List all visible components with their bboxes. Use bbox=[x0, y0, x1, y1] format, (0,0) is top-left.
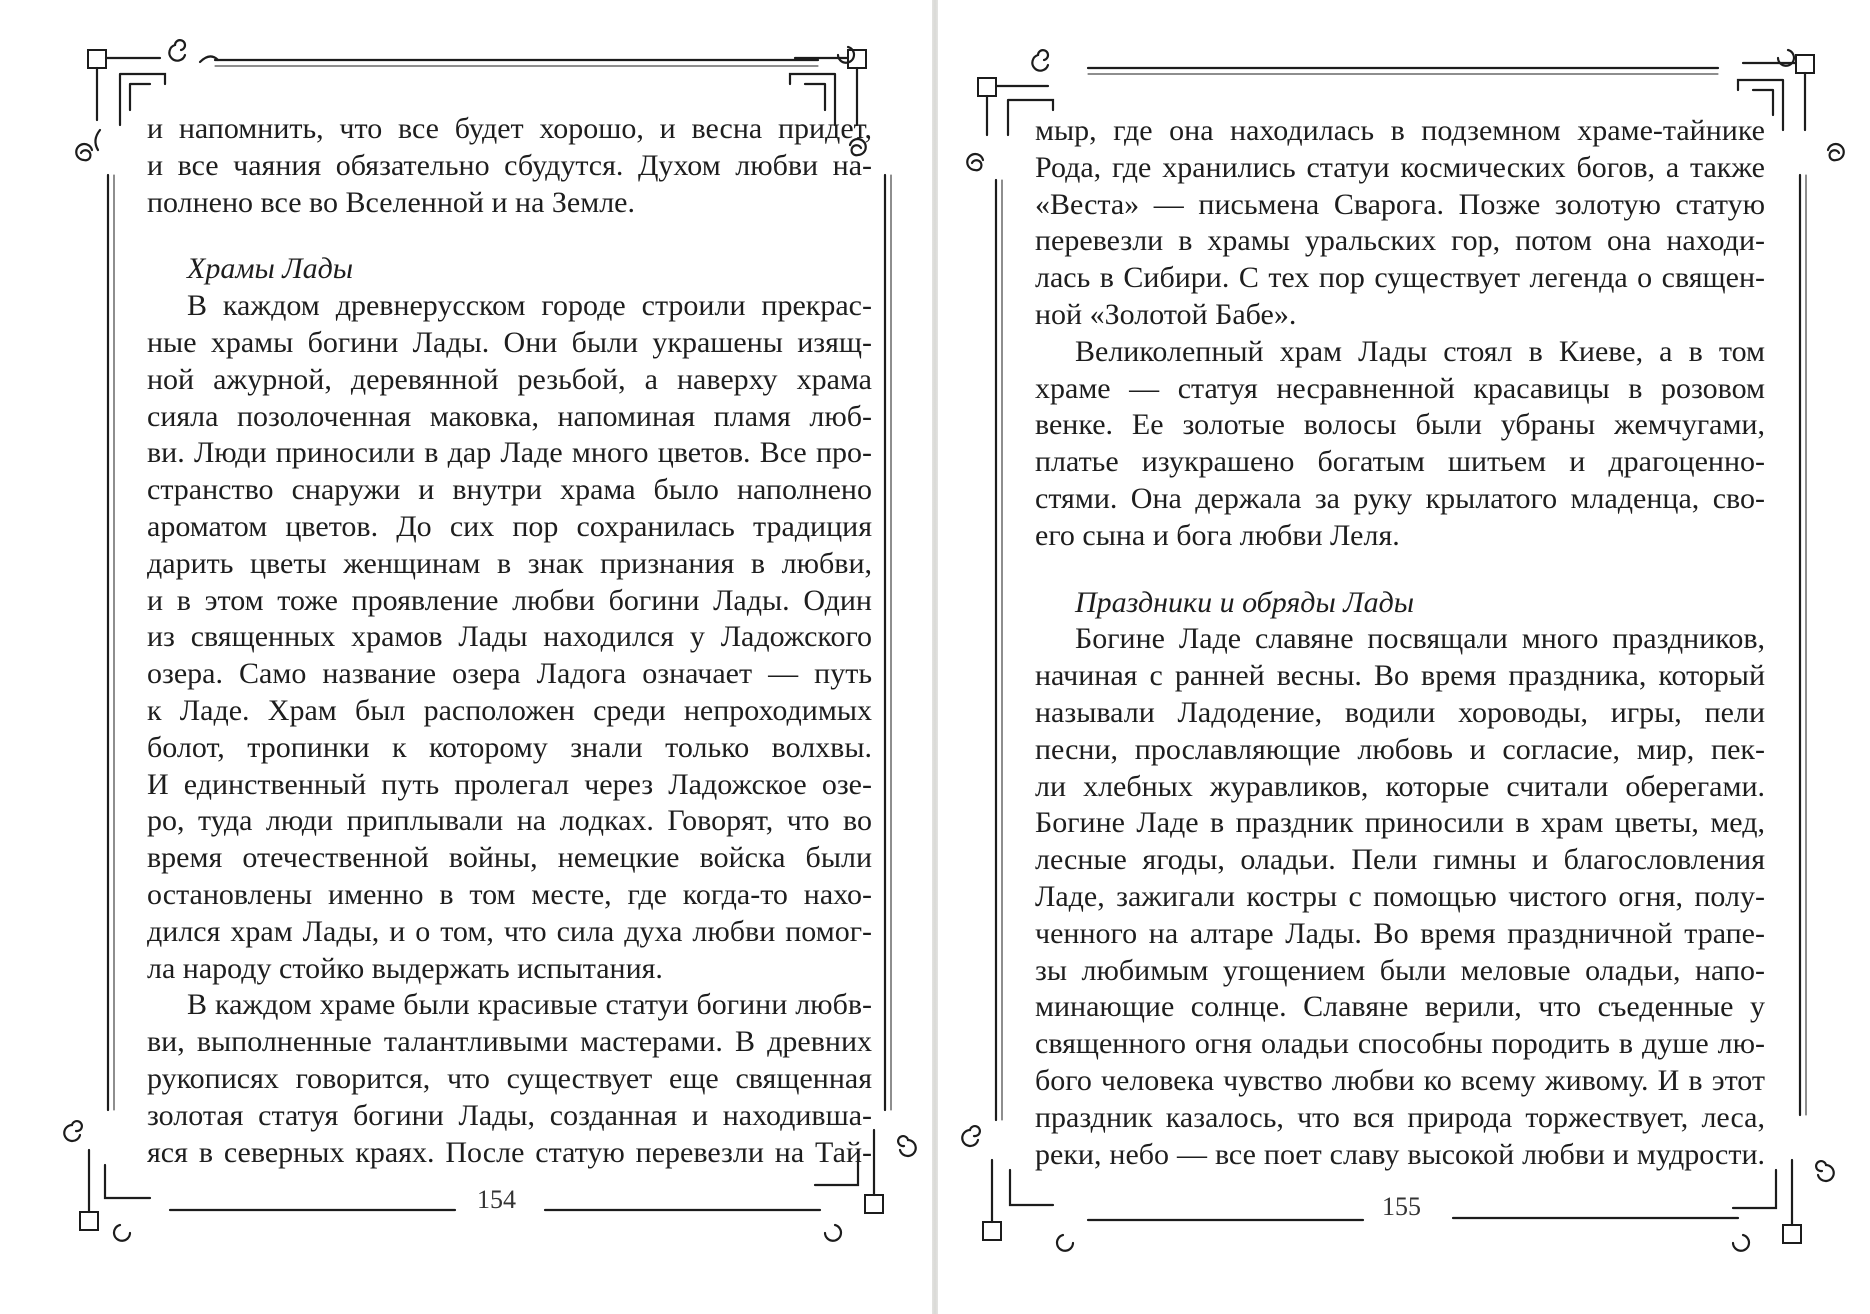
text-line: И единственный путь пролегал через Ладожское озе- bbox=[147, 767, 872, 801]
text-line: Богине Ладе славяне посвящали много праздников, bbox=[1075, 622, 1765, 656]
left-page bbox=[0, 0, 932, 1314]
text-line: Рода, где хранились статуи космических богов, а также bbox=[1035, 150, 1765, 184]
text-line: платье изукрашено богатым шитьем и драгоценно- bbox=[1035, 445, 1765, 479]
page-number-left: 154 bbox=[477, 1185, 516, 1214]
text-line: ной «Золотой Бабе». bbox=[1035, 297, 1297, 331]
paragraph-kiev-temple bbox=[1035, 334, 1765, 555]
text-line: венке. Ее золотые волосы были убраны жемчугами, bbox=[1035, 408, 1765, 442]
text-line: Ладе, зажигали костры с помощью чистого огня, полу- bbox=[1035, 879, 1765, 913]
text-line: сияла позолоченная маковка, напоминая пламя люб- bbox=[147, 399, 872, 433]
right-page-text bbox=[1035, 113, 1765, 1173]
right-page bbox=[938, 0, 1870, 1314]
text-line: мыр, где она находилась в подземном храме-тайнике bbox=[1035, 114, 1765, 147]
text-line: время отечественной войны, немецкие войска были bbox=[147, 841, 872, 875]
text-line: Богине Ладе в праздник приносили в храм цветы, мед, bbox=[1035, 806, 1765, 840]
text-line: ла народу стойко выдержать испытания. bbox=[147, 951, 663, 985]
paragraph-temples bbox=[147, 288, 872, 987]
text-line: В каждом древнерусском городе строили прекрас- bbox=[187, 289, 872, 323]
text-line: полнено все во Вселенной и на Земле. bbox=[147, 185, 635, 219]
text-line: к Ладе. Храм был расположен среди непроходимых bbox=[147, 693, 872, 727]
paragraph-continuation bbox=[1035, 113, 1765, 334]
text-line: бого человека чувство любви ко всему живому. И в этот bbox=[1035, 1063, 1765, 1097]
text-line: дарить цветы женщинам в знак признания в любви, bbox=[147, 546, 872, 580]
text-line: ченного на алтаре Лады. Во время праздничной трапе- bbox=[1035, 916, 1765, 950]
paragraph-statues bbox=[147, 987, 872, 1171]
text-line: дился храм Лады, и о том, что сила духа любви помог- bbox=[147, 914, 872, 948]
text-line: называли Ладодение, водили хороводы, игры, пели bbox=[1035, 695, 1765, 729]
text-line: болот, тропинки к которому знали только волхвы. bbox=[147, 730, 872, 764]
text-line: начиная с ранней весны. Во время праздника, который bbox=[1035, 659, 1765, 693]
text-line: стями. Она держала за руку крылатого младенца, сво- bbox=[1035, 481, 1765, 515]
text-line: лесные ягоды, оладьи. Пели гимны и благословления bbox=[1035, 843, 1765, 877]
text-line: ли хлебных журавликов, которые считали оберегами. bbox=[1035, 769, 1765, 803]
text-line: золотая статуя богини Лады, созданная и находивша- bbox=[147, 1098, 872, 1132]
text-line: ви, выполненные талантливыми мастерами. В древних bbox=[147, 1025, 872, 1059]
text-line: из священных храмов Лады находился у Ладожского bbox=[147, 620, 872, 654]
text-line: ные храмы богини Лады. Они были украшены изящ- bbox=[147, 325, 872, 359]
text-line: яся в северных краях. После статую перевезли на Тай- bbox=[147, 1135, 872, 1169]
section-heading-temples: Храмы Лады bbox=[187, 252, 354, 286]
section-heading-holidays: Праздники и обряды Лады bbox=[1075, 585, 1415, 619]
text-line: и все чаяния обязательно сбудутся. Духом любви на- bbox=[147, 148, 872, 182]
text-line: минающие солнце. Славяне верили, что съеденные у bbox=[1035, 990, 1765, 1024]
text-line: озера. Само название озера Ладога означает — путь bbox=[147, 657, 872, 691]
text-line: перевезли в храмы уральских гор, потом она находи- bbox=[1035, 224, 1765, 258]
text-line: рукописях говорится, что существует еще священная bbox=[147, 1061, 872, 1095]
text-line: и в этом тоже проявление любви богини Лады. Один bbox=[147, 583, 872, 617]
text-line: и напомнить, что все будет хорошо, и весна придет, bbox=[147, 112, 872, 145]
text-line: ной ажурной, деревянной резьбой, а наверху храма bbox=[147, 362, 872, 396]
text-line: зы любимым угощением были меловые оладьи, напо- bbox=[1035, 953, 1765, 987]
text-line: священного огня оладьи способны породить в душе лю- bbox=[1035, 1027, 1765, 1061]
text-line: реки, небо — все поет славу высокой любви и мудрости. bbox=[1035, 1137, 1765, 1171]
text-line: странство снаружи и внутри храма было наполнено bbox=[147, 473, 872, 507]
text-line: остановлены именно в том месте, где когда-то нахо- bbox=[147, 877, 872, 911]
text-line: лась в Сибири. С тех пор существует легенда о священ- bbox=[1035, 261, 1765, 295]
text-line: ро, туда люди приплывали на лодках. Говорят, что во bbox=[147, 804, 872, 838]
text-line: его сына и бога любви Леля. bbox=[1035, 518, 1400, 552]
text-line: Великолепный храм Лады стоял в Киеве, а в том bbox=[1075, 334, 1765, 368]
page-number-right: 155 bbox=[1382, 1192, 1421, 1221]
text-line: В каждом храме были красивые статуи богини любв- bbox=[187, 988, 872, 1022]
text-line: ви. Люди приносили в дар Ладе много цветов. Все про- bbox=[147, 436, 872, 470]
text-line: ароматом цветов. До сих пор сохранилась традиция bbox=[147, 509, 872, 543]
text-line: песни, прославляющие любовь и согласие, мир, пек- bbox=[1035, 732, 1765, 766]
text-line: храме — статуя несравненной красавицы в розовом bbox=[1035, 371, 1765, 405]
left-page-text bbox=[147, 111, 872, 1171]
text-line: праздник казалось, что вся природа торжествует, леса, bbox=[1035, 1100, 1765, 1134]
intro-paragraph bbox=[147, 111, 872, 221]
paragraph-holidays bbox=[1035, 621, 1765, 1173]
text-line: «Веста» — письмена Сварога. Позже золотую статую bbox=[1035, 187, 1765, 221]
